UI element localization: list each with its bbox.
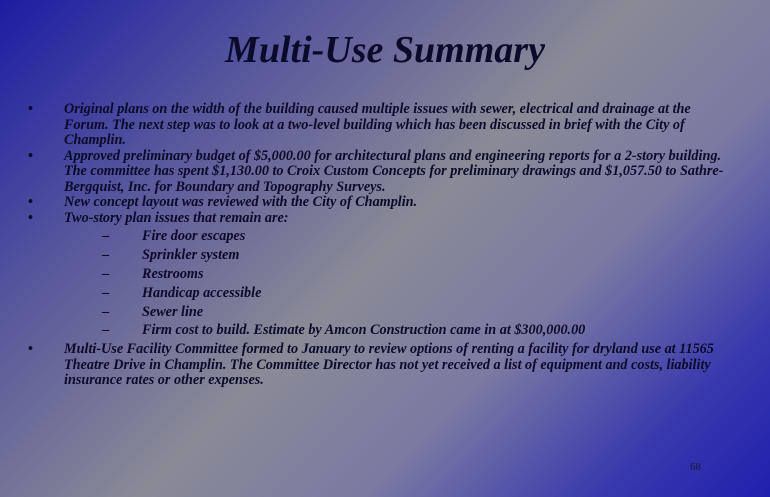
sub-item-restrooms — [64, 267, 728, 283]
bullet-item-budget — [28, 149, 728, 196]
page-number: 68 — [690, 461, 701, 473]
sub-item-sprinkler — [64, 248, 728, 264]
bullet-text: Two-story plan issues that remain are: — [64, 209, 289, 226]
bullet-dot-icon: • — [28, 194, 33, 210]
sub-item-text: Restrooms — [142, 265, 204, 282]
bullet-text: Original plans on the width of the building caused multiple issues with sewer, electrical and drainage at the Forum. The next step was to look at a two-level building which has been discussed in brief with the City of Champlin. — [64, 101, 691, 148]
bullet-dot-icon: • — [28, 341, 33, 358]
dash-icon: – — [102, 228, 110, 244]
dash-icon: – — [102, 265, 110, 282]
sub-item-firm-cost — [64, 323, 728, 339]
sub-item-text: Firm cost to build. Estimate by Amcon Construction came in at $300,000.00 — [142, 322, 586, 339]
bullet-text: New concept layout was reviewed with the City of Champlin. — [64, 194, 418, 210]
sub-item-text: Sewer line — [142, 303, 204, 320]
bullet-item-concept-layout — [28, 195, 728, 211]
bullet-text: Multi-Use Facility Committee formed to January to review options of renting a facility for dryland use at 11565 Theatre Drive in Champlin. The Committee Director has not yet received a list of equipment and costs, liability insurance rates or other expenses. — [64, 341, 714, 389]
bullet-list — [28, 102, 728, 389]
dash-icon: – — [102, 284, 110, 301]
dash-icon: – — [102, 322, 110, 339]
sub-item-sewer — [64, 305, 728, 321]
bullet-text: Approved preliminary budget of $5,000.00 for architectural plans and engineering reports for a 2-story building. The committee has spent $1,130.00 to Croix Custom Concepts for preliminary drawings and $1,057.50 to Sathre-Bergquist, Inc. for Boundary and Topography Surveys. — [64, 147, 724, 195]
sub-item-fire-door — [64, 229, 728, 245]
bullet-dot-icon: • — [28, 147, 33, 164]
sub-item-text: Sprinkler system — [142, 246, 240, 263]
slide-title: Multi-Use Summary — [225, 29, 545, 71]
sub-item-text: Handicap accessible — [142, 284, 262, 301]
sub-item-text: Fire door escapes — [142, 228, 246, 244]
bullet-dot-icon: • — [28, 209, 33, 226]
dash-icon: – — [102, 303, 110, 320]
bullet-item-original-plans — [28, 102, 728, 149]
bullet-item-two-story-issues — [28, 211, 728, 339]
dash-icon: – — [102, 246, 110, 263]
sub-item-handicap — [64, 286, 728, 302]
bullet-dot-icon: • — [28, 101, 33, 117]
sub-list — [64, 229, 728, 339]
bullet-item-committee — [28, 342, 728, 389]
